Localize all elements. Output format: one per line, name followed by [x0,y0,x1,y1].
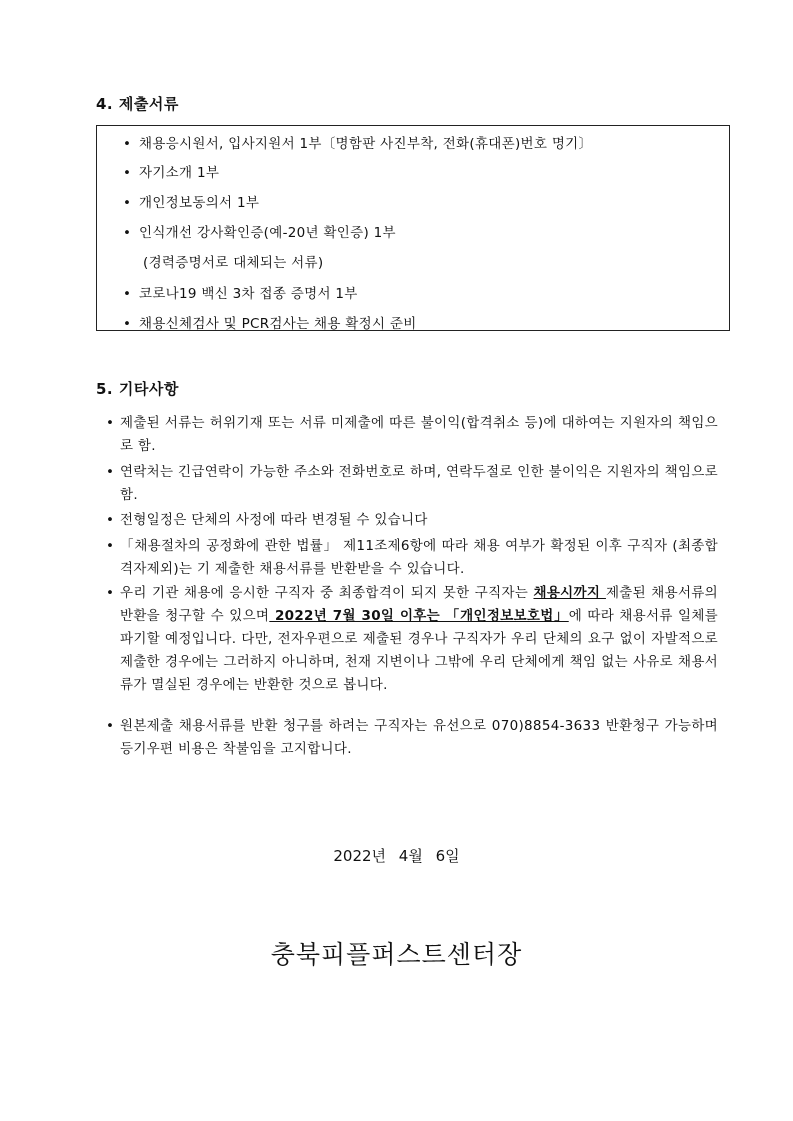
document-item: • 자기소개 1부 [123,165,220,181]
bullet-icon: • [123,316,132,332]
bullet-icon: • [106,464,115,480]
document-item: • 코로나19 백신 3차 접종 증명서 1부 [123,286,358,302]
note-item: • 제출된 서류는 허위기재 또는 서류 미제출에 따른 불이익(합격취소 등)에 대하여는 지원자의 책임으로 함. [106,412,718,458]
section-4-title: 4. 제출서류 [96,95,179,113]
emphasis-until-hiring: 채용시까지 [533,585,606,601]
bullet-icon: • [123,286,132,302]
document-item: • 인식개선 강사확인증(예-20년 확인증) 1부 [123,225,396,241]
bullet-icon: • [123,225,132,241]
bullet-icon: • [106,415,115,431]
emphasis-deadline: 2022년 7월 30일 이후는 「개인정보보호법」 [269,608,569,624]
note-item-return-policy: • 우리 기관 채용에 응시한 구직자 중 최종합격이 되지 못한 구직자는 채용시까지 제출된 채용서류의 반환을 청구할 수 있으며 2022년 7월 30일 이후는 「개인정보보호법」에 따라 채용서류 일체를 파기할 예정입니다. 다만, 전자우편으로 제출된 경우나 구직자가 우리 단체의 요구 없이 자발적으로 제출한 경우에는 그러하지 아니하며, 천재 지변이나 그밖에 우리 단체에게 책임 없는 사유로 채용서류가 멸실된 경우에는 반환한 것으로 봅니다. [106,582,718,697]
document-item: • 채용응시원서, 입사지원서 1부〔명함판 사진부착, 전화(휴대폰)번호 명기〕 [123,136,593,152]
document-date: 2022년 4월 6일 [333,847,460,865]
issuer-signature: 충북피플퍼스트센터장 [270,940,523,969]
document-item: • 채용신체검사 및 PCR검사는 채용 확정시 준비 [123,316,417,332]
note-item-return-request: • 원본제출 채용서류를 반환 청구를 하려는 구직자는 유선으로 070)8854-3633 반환청구 가능하며 등기우편 비용은 착불임을 고지합니다. [106,715,718,761]
bullet-icon: • [106,538,115,554]
bullet-icon: • [123,136,132,152]
bullet-icon: • [123,195,132,211]
note-item: • 전형일정은 단체의 사정에 따라 변경될 수 있습니다 [106,509,718,532]
bullet-icon: • [106,718,115,734]
document-item: • 개인정보동의서 1부 [123,195,260,211]
note-item: • 「채용절차의 공정화에 관한 법률」 제11조제6항에 따라 채용 여부가 확정된 이후 구직자 (최종합격자제외)는 기 제출한 채용서류를 반환받을 수 있습니다. [106,535,718,581]
document-item-note: (경력증명서로 대체되는 서류) [143,255,324,271]
required-documents-box [96,125,730,331]
bullet-icon: • [123,165,132,181]
bullet-icon: • [106,512,115,528]
note-item: • 연락처는 긴급연락이 가능한 주소와 전화번호로 하며, 연락두절로 인한 불이익은 지원자의 책임으로 함. [106,461,718,507]
section-5-title: 5. 기타사항 [96,380,179,398]
bullet-icon: • [106,585,115,601]
